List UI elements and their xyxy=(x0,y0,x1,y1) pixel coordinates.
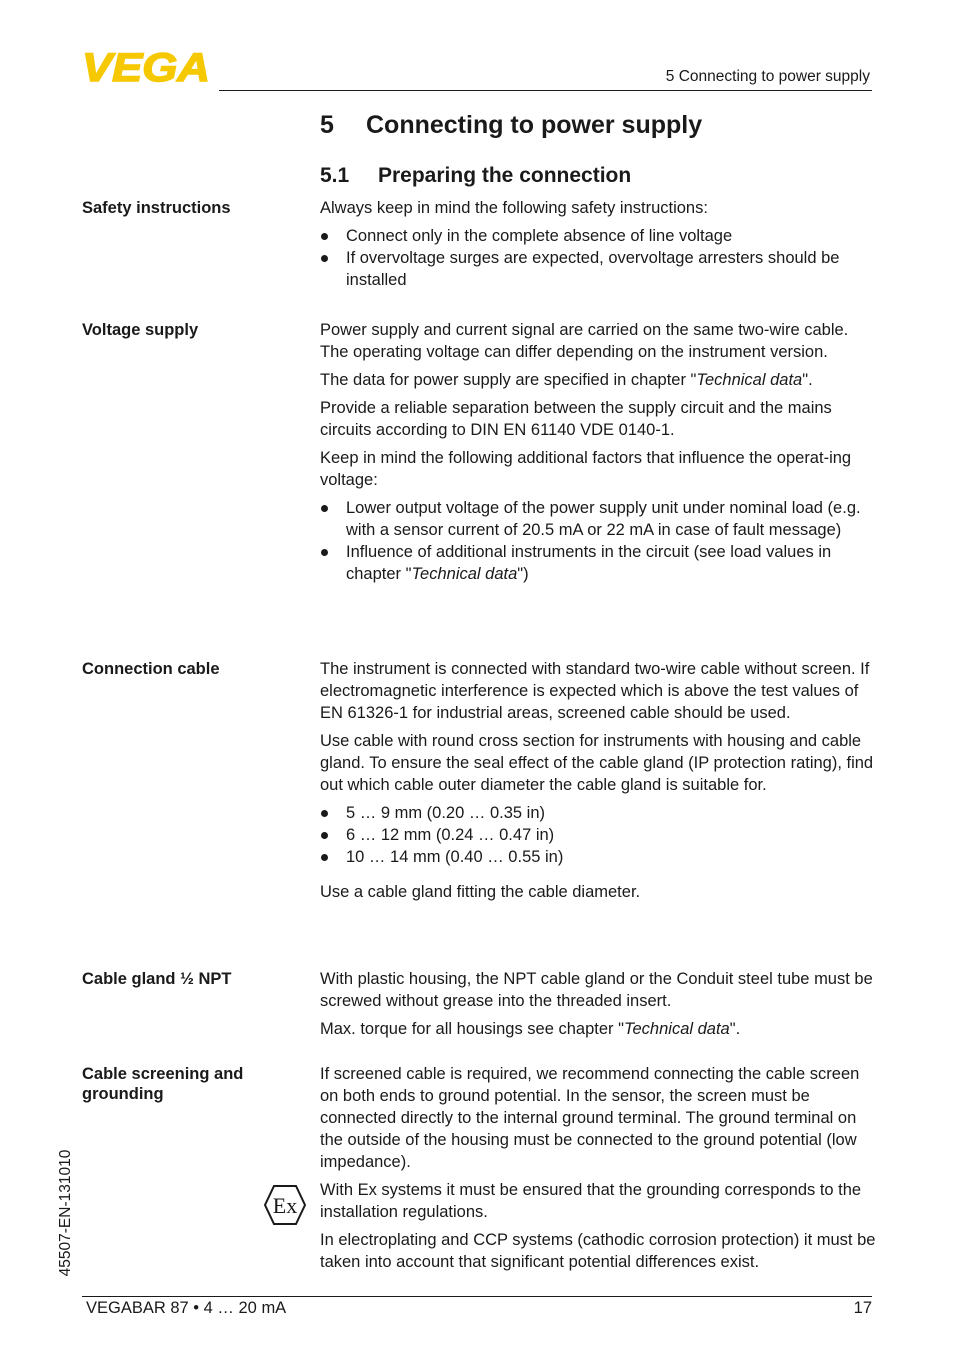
cable-para-1: The instrument is connected with standard two-wire cable without screen. If electromagnetic interference is expected which is above the test values of EN 61326-1 for industrial areas, screened cable should be used. xyxy=(320,660,870,722)
voltage-body xyxy=(320,319,876,591)
footer-product: VEGABAR 87 • 4 … 20 mA xyxy=(86,1299,287,1317)
list-item: 5 … 9 mm (0.20 … 0.35 in) xyxy=(320,802,876,824)
technical-data-ref: Technical data xyxy=(696,371,803,389)
safety-body xyxy=(320,197,876,297)
diameter-list xyxy=(320,802,876,868)
vega-logo-graphic xyxy=(82,50,212,84)
header-divider xyxy=(219,90,872,91)
gland-para-2: Max. torque for all housings see chapter "Technical data". xyxy=(320,1020,741,1038)
page-number: 17 xyxy=(853,1299,872,1317)
logo-wordmark: VEGA xyxy=(82,50,210,84)
ex-symbol-text: Ex xyxy=(272,1193,298,1218)
list-item: 6 … 12 mm (0.24 … 0.47 in) xyxy=(320,824,876,846)
safety-label: Safety instructions xyxy=(82,199,231,217)
screening-body xyxy=(320,1063,876,1279)
list-item: 10 … 14 mm (0.40 … 0.55 in) xyxy=(320,846,876,868)
screening-para-1: If screened cable is required, we recommend connecting the cable screen on both ends to ground potential. In the sensor, the screen must be connected directly to the internal ground terminal. The ground terminal on the outside of the housing must be connected to the ground potential (low impedance). xyxy=(320,1065,860,1171)
gland-body xyxy=(320,968,876,1046)
cable-para-2: Use cable with round cross section for instruments with housing and cable gland. To ensure the seal effect of the cable gland (IP protection rating), find out which cable outer diameter the cable gland is suitable for. xyxy=(320,732,874,794)
technical-data-ref: Technical data xyxy=(411,565,518,583)
voltage-para-1: Power supply and current signal are carried on the same two-wire cable. The operating voltage can differ depending on the instrument version. xyxy=(320,321,849,361)
safety-intro: Always keep in mind the following safety instructions: xyxy=(320,199,708,217)
section-title: Preparing the connection xyxy=(378,164,632,187)
list-item: Influence of additional instruments in the circuit (see load values in chapter "Technical data") xyxy=(320,541,876,585)
section-number: 5.1 xyxy=(320,164,350,187)
list-item: If overvoltage surges are expected, overvoltage arresters should be installed xyxy=(320,247,876,291)
chapter-title: Connecting to power supply xyxy=(366,111,703,139)
chapter-number: 5 xyxy=(320,111,334,139)
footer-divider xyxy=(82,1296,872,1297)
ex-hexagon-icon xyxy=(263,1184,307,1226)
chapter-heading xyxy=(320,111,702,140)
vega-logo xyxy=(82,50,212,89)
ex-protection-icon xyxy=(263,1184,307,1231)
cable-body xyxy=(320,658,876,909)
screening-label: Cable screening and grounding xyxy=(82,1065,244,1103)
voltage-para-3: Provide a reliable separation between the supply circuit and the mains circuits according to DIN EN 61140 VDE 0140-1. xyxy=(320,399,832,439)
running-header: 5 Connecting to power supply xyxy=(665,68,870,85)
voltage-para-2: The data for power supply are specified in chapter "Technical data". xyxy=(320,371,813,389)
list-item: Connect only in the complete absence of line voltage xyxy=(320,225,876,247)
voltage-list xyxy=(320,497,876,585)
gland-label: Cable gland ½ NPT xyxy=(82,970,232,988)
safety-list xyxy=(320,225,876,291)
list-item: Lower output voltage of the power supply unit under nominal load (e.g. with a sensor current of 20.5 mA or 22 mA in case of fault message) xyxy=(320,497,876,541)
voltage-para-4: Keep in mind the following additional factors that influence the operat-ing voltage: xyxy=(320,449,852,489)
technical-data-ref: Technical data xyxy=(623,1020,730,1038)
document-code: 45507-EN-131010 xyxy=(57,1149,74,1277)
screening-para-3: In electroplating and CCP systems (cathodic corrosion protection) it must be taken into account that significant potential differences exist. xyxy=(320,1231,876,1271)
cable-label: Connection cable xyxy=(82,660,220,678)
voltage-label: Voltage supply xyxy=(82,321,199,339)
screening-para-2: With Ex systems it must be ensured that the grounding corresponds to the installation regulations. xyxy=(320,1181,862,1221)
gland-para-1: With plastic housing, the NPT cable gland or the Conduit steel tube must be screwed without grease into the threaded insert. xyxy=(320,970,873,1010)
cable-para-3: Use a cable gland fitting the cable diameter. xyxy=(320,883,641,901)
section-heading xyxy=(320,164,631,188)
